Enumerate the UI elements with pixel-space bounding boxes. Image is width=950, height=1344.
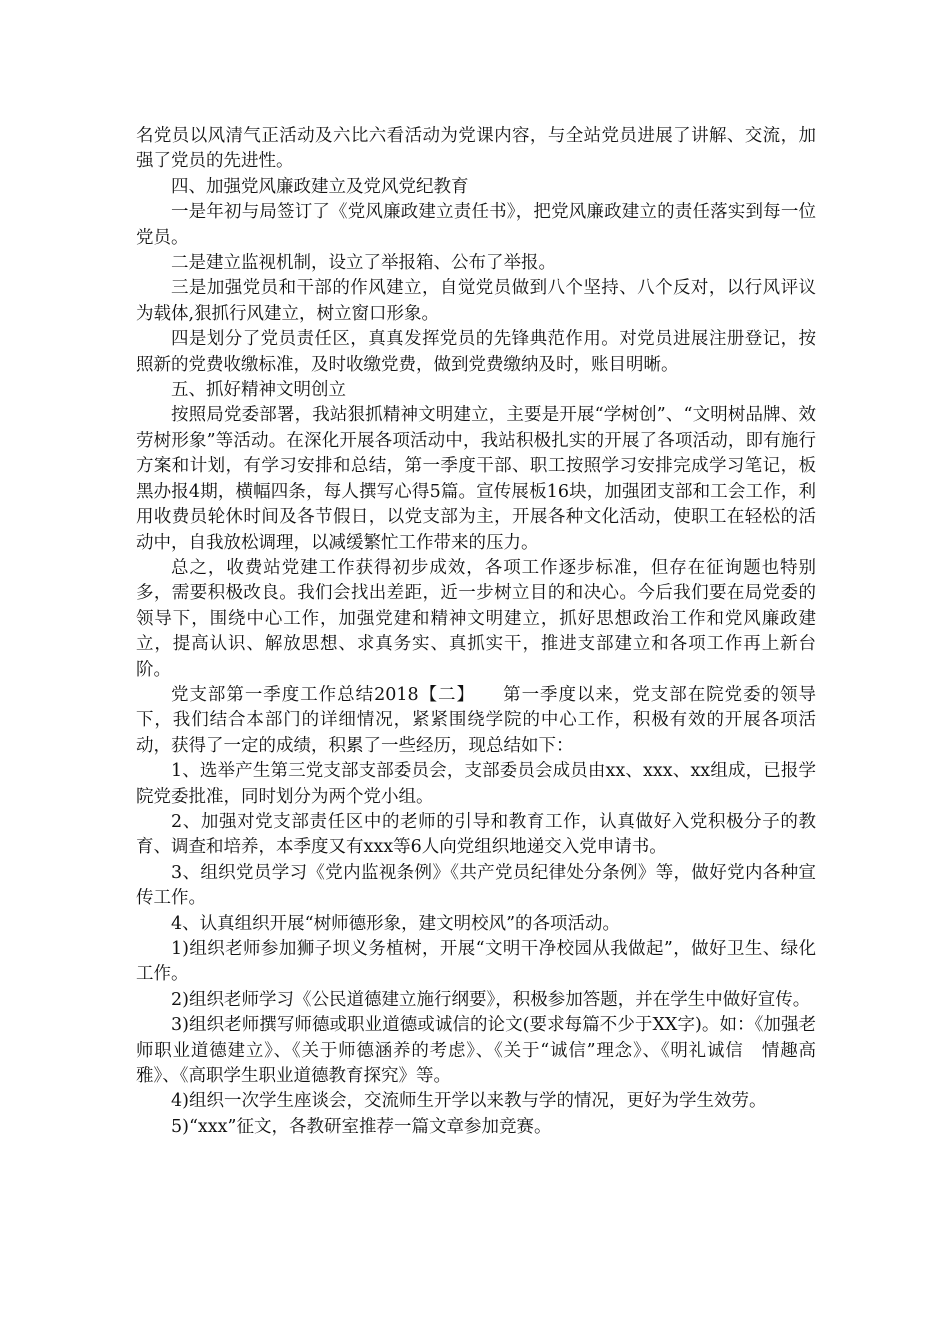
list-item: 2、加强对党支部责任区中的老师的引导和教育工作，认真做好入党积极分子的教育、调查和培养，本季度又有xxx等6人向党组织地递交入党申请书。 <box>136 811 816 858</box>
sub-list-item: 2)组织老师学习《公民道德建立施行纲要》，积极参加答题，并在学生中做好宣传。 <box>171 989 811 1010</box>
paragraph: 二是建立监视机制，设立了举报箱、公布了举报。 <box>171 253 556 274</box>
document-body <box>136 124 816 1140</box>
sub-list-item: 3)组织老师撰写师德或职业道德或诚信的论文(要求每篇不少于XX字)。如：《加强老师职业道德建立》、《关于师德涵养的考虑》、《关于“诚信”理念》、《明礼诚信 情趣高雅》、《高职学生职业道德教育探究》等。 <box>136 1015 816 1087</box>
sub-list-item: 1)组织老师参加狮子坝义务植树，开展“文明干净校园从我做起”，做好卫生、绿化工作。 <box>136 939 816 985</box>
section-heading-4: 四、加强党风廉政建立及党风党纪教育 <box>171 176 469 197</box>
list-item: 1、选举产生第三党支部支部委员会，支部委员会成员由xx、xxx、xx组成，已报学院党委批准，同时划分为两个党小组。 <box>136 761 816 807</box>
paragraph: 一是年初与局签订了《党风廉政建立责任书》，把党风廉政建立的责任落实到每一位党员。 <box>136 202 816 248</box>
paragraph: 四是划分了党员责任区，真真发挥党员的先锋典范作用。对党员进展注册登记，按照新的党费收缴标准，及时收缴党费，做到党费缴纳及时，账目明晰。 <box>136 329 816 375</box>
paragraph: 总之，收费站党建工作获得初步成效，各项工作逐步标准，但存在征询题也特别多，需要积极改良。我们会找出差距，近一步树立目的和决心。今后我们要在局党委的领导下，围绕中心工作，加强党建和精神文明建立，抓好思想政治工作和党风廉政建立，提高认识、解放思想、求真务实、真抓实干，推进支部建立和各项工作再上新台阶。 <box>136 557 816 680</box>
list-item: 4、认真组织开展“树师德形象，建文明校风”的各项活动。 <box>171 913 621 934</box>
section-heading-5: 五、抓好精神文明创立 <box>171 380 346 401</box>
paragraph: 三是加强党员和干部的作风建立，自觉党员做到八个坚持、八个反对，以行风评议为载体,狠抓行风建立，树立窗口形象。 <box>136 278 816 324</box>
sub-list-item: 5)“xxx”征文，各教研室推荐一篇文章参加竞赛。 <box>171 1116 552 1137</box>
paragraph-continuation: 名党员以风清气正活动及六比六看活动为党课内容，与全站党员进展了讲解、交流，加强了党员的先进性。 <box>136 126 816 172</box>
sub-list-item: 4)组织一次学生座谈会，交流师生开学以来教与学的情况，更好为学生效劳。 <box>171 1091 767 1112</box>
list-item: 3、组织党员学习《党内监视条例》《共产党员纪律处分条例》等，做好党内各种宣传工作。 <box>136 862 816 909</box>
paragraph: 党支部第一季度工作总结2018【二】 第一季度以来，党支部在院党委的领导下，我们结合本部门的详细情况，紧紧围绕学院的中心工作，积极有效的开展各项活动，获得了一定的成绩，积累了一些经历，现总结如下： <box>136 684 816 756</box>
paragraph: 按照局党委部署，我站狠抓精神文明建立，主要是开展“学树创”、“文明树品牌、效劳树形象”等活动。在深化开展各项活动中，我站积极扎实的开展了各项活动，即有施行方案和计划，有学习安排和总结，第一季度干部、职工按照学习安排完成学习笔记，板黑办报4期，横幅四条，每人撰写心得5篇。宣传展板16块，加强团支部和工会工作，利用收费员轮休时间及各节假日，以党支部为主，开展各种文化活动，使职工在轻松的活动中，自我放松调理，以减缓繁忙工作带来的压力。 <box>136 405 816 553</box>
